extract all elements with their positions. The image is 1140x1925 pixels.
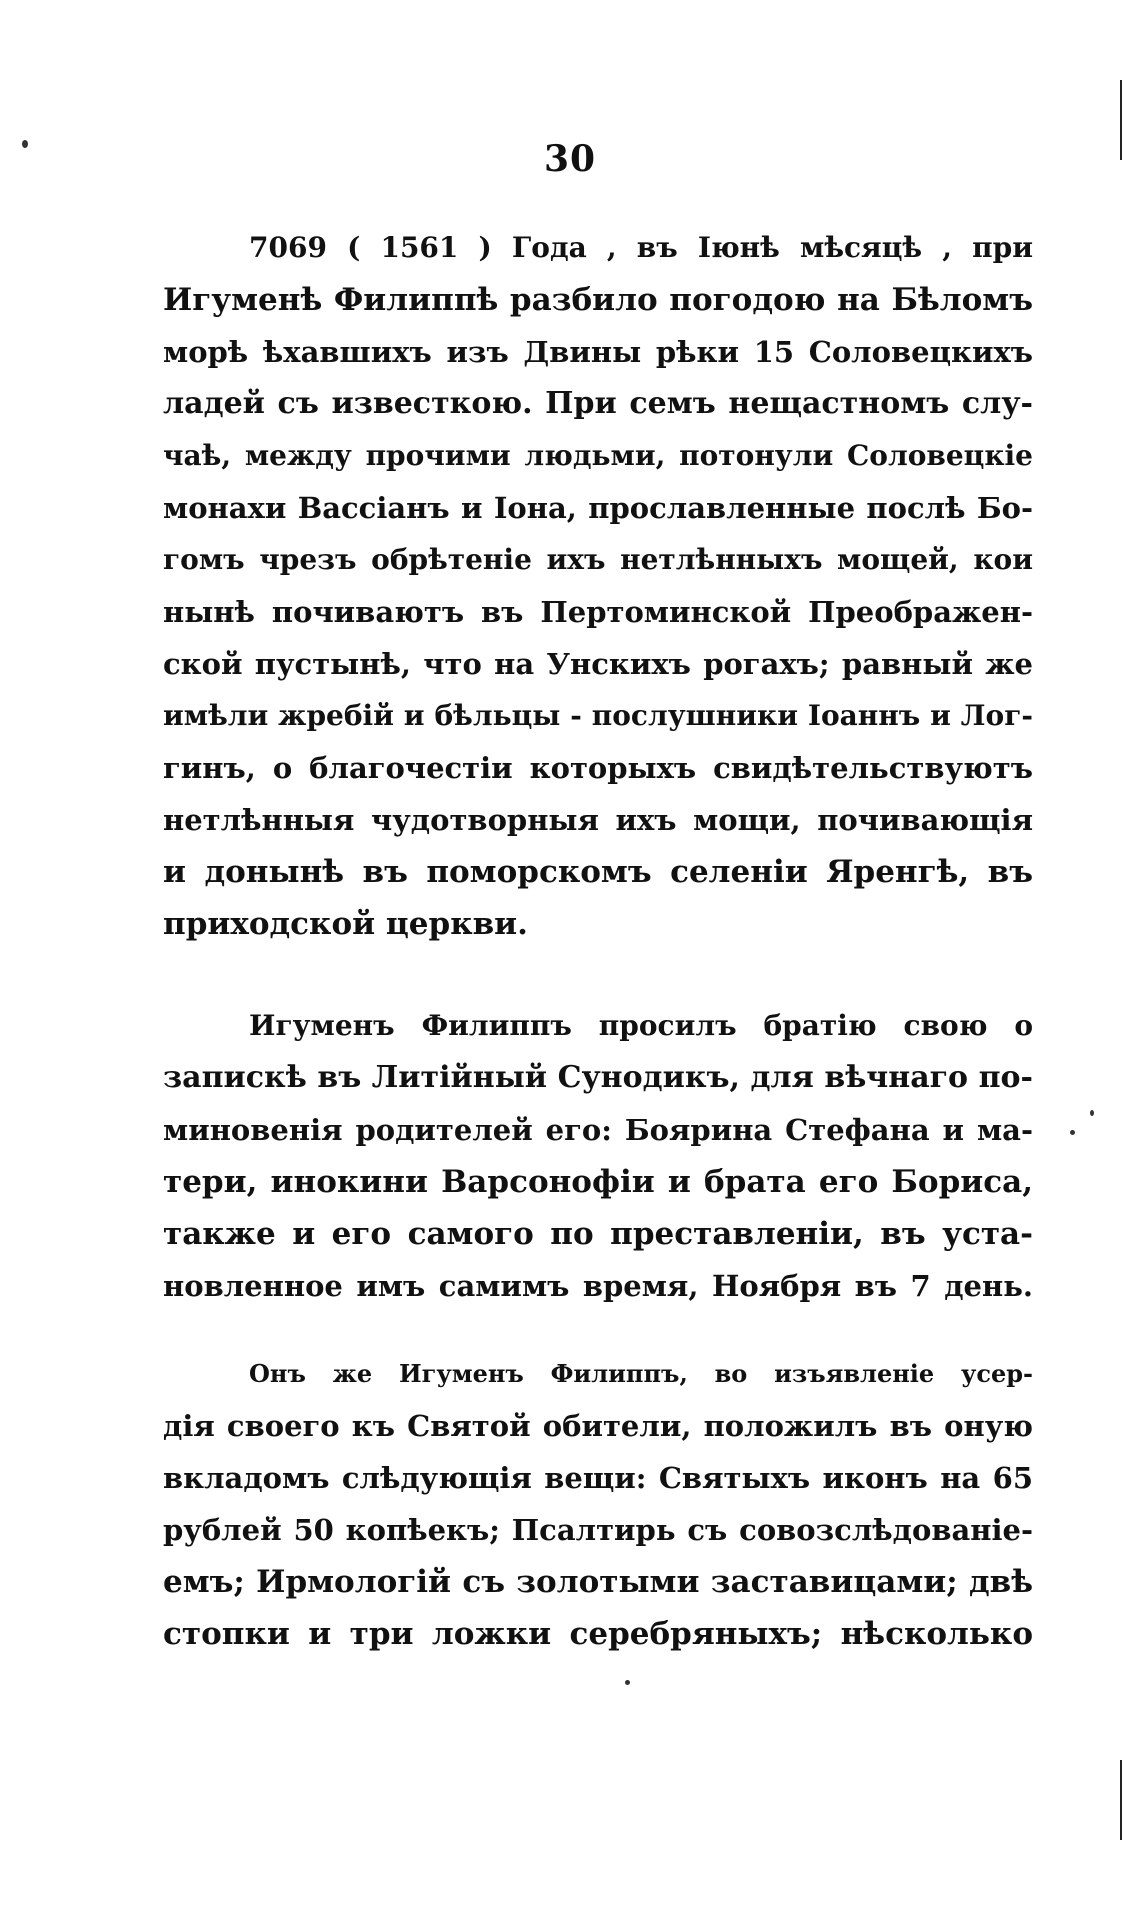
text-line: новленное имъ самимъ время, Ноября въ 7 день. (163, 1269, 1033, 1303)
text-line: Игуменѣ Филиппѣ разбило погодою на Бѣломъ (163, 282, 1033, 318)
paragraph (163, 1348, 1033, 1660)
text-line: емъ; Ирмологій съ золотыми заставицами; двѣ (163, 1564, 1033, 1600)
text-line: вкладомъ слѣдующія вещи: Святыхъ иконъ на 65 (163, 1461, 1033, 1495)
text-line: чаѣ, между прочими людьми, потонули Соловецкіе (163, 439, 1033, 472)
text-line: также и его самого по преставленіи, въ уста- (163, 1216, 1033, 1252)
text-line: Онъ же Игуменъ Филиппъ, во изъявленіе усер- (249, 1359, 1033, 1388)
text-line: ской пустынѣ, что на Унскихъ рогахъ; равный же (163, 647, 1033, 681)
text-line: Игуменъ Филиппъ просилъ братію свою о (249, 1009, 1033, 1042)
text-line: гинъ, о благочестіи которыхъ свидѣтельствуютъ (163, 751, 1033, 785)
text-line: стопки и три ложки серебряныхъ; нѣсколько (163, 1616, 1033, 1652)
text-line: миновенія родителей его: Боярина Стефана и ма- (163, 1113, 1033, 1147)
text-line: монахи Вассіанъ и Іона, прославленные послѣ Бо- (163, 491, 1033, 525)
print-speck (1090, 1110, 1094, 1116)
text-line: 7069 ( 1561 ) Года , въ Іюнѣ мѣсяцѣ , при (249, 231, 1033, 264)
text-line: имѣли жребій и бѣльцы - послушники Іоаннъ и Лог- (163, 699, 1033, 732)
text-line: тери, инокини Варсонофіи и брата его Бориса, (163, 1164, 1033, 1200)
paragraph (163, 222, 1033, 950)
text-line: нетлѣнныя чудотворныя ихъ мощи, почивающія (163, 803, 1033, 837)
print-speck (625, 1680, 630, 1685)
text-line: морѣ ѣхавшихъ изъ Двины рѣки 15 Соловецкихъ (163, 335, 1033, 369)
page-edge-mark (1120, 1760, 1122, 1840)
text-line: нынѣ почиваютъ въ Пертоминской Преображен- (163, 595, 1033, 629)
text-line: гомъ чрезъ обрѣтеніе ихъ нетлѣнныхъ мощей, кои (163, 543, 1033, 576)
text-line: приходской церкви. (163, 906, 528, 942)
print-speck (1070, 1130, 1075, 1135)
text-line: дія своего къ Святой обители, положилъ въ оную (163, 1409, 1033, 1443)
paragraph (163, 1000, 1033, 1312)
text-line: ладей съ известкою. При семъ нещастномъ слу- (163, 386, 1033, 421)
text-line: и донынѣ въ поморскомъ селеніи Яренгѣ, въ (163, 854, 1033, 890)
text-line: рублей 50 копѣекъ; Псалтирь съ совозслѣдованіе- (163, 1513, 1033, 1547)
text-line: запискѣ въ Литійный Сунодикъ, для вѣчнаго по- (163, 1060, 1033, 1095)
page-number: 30 (543, 138, 597, 180)
